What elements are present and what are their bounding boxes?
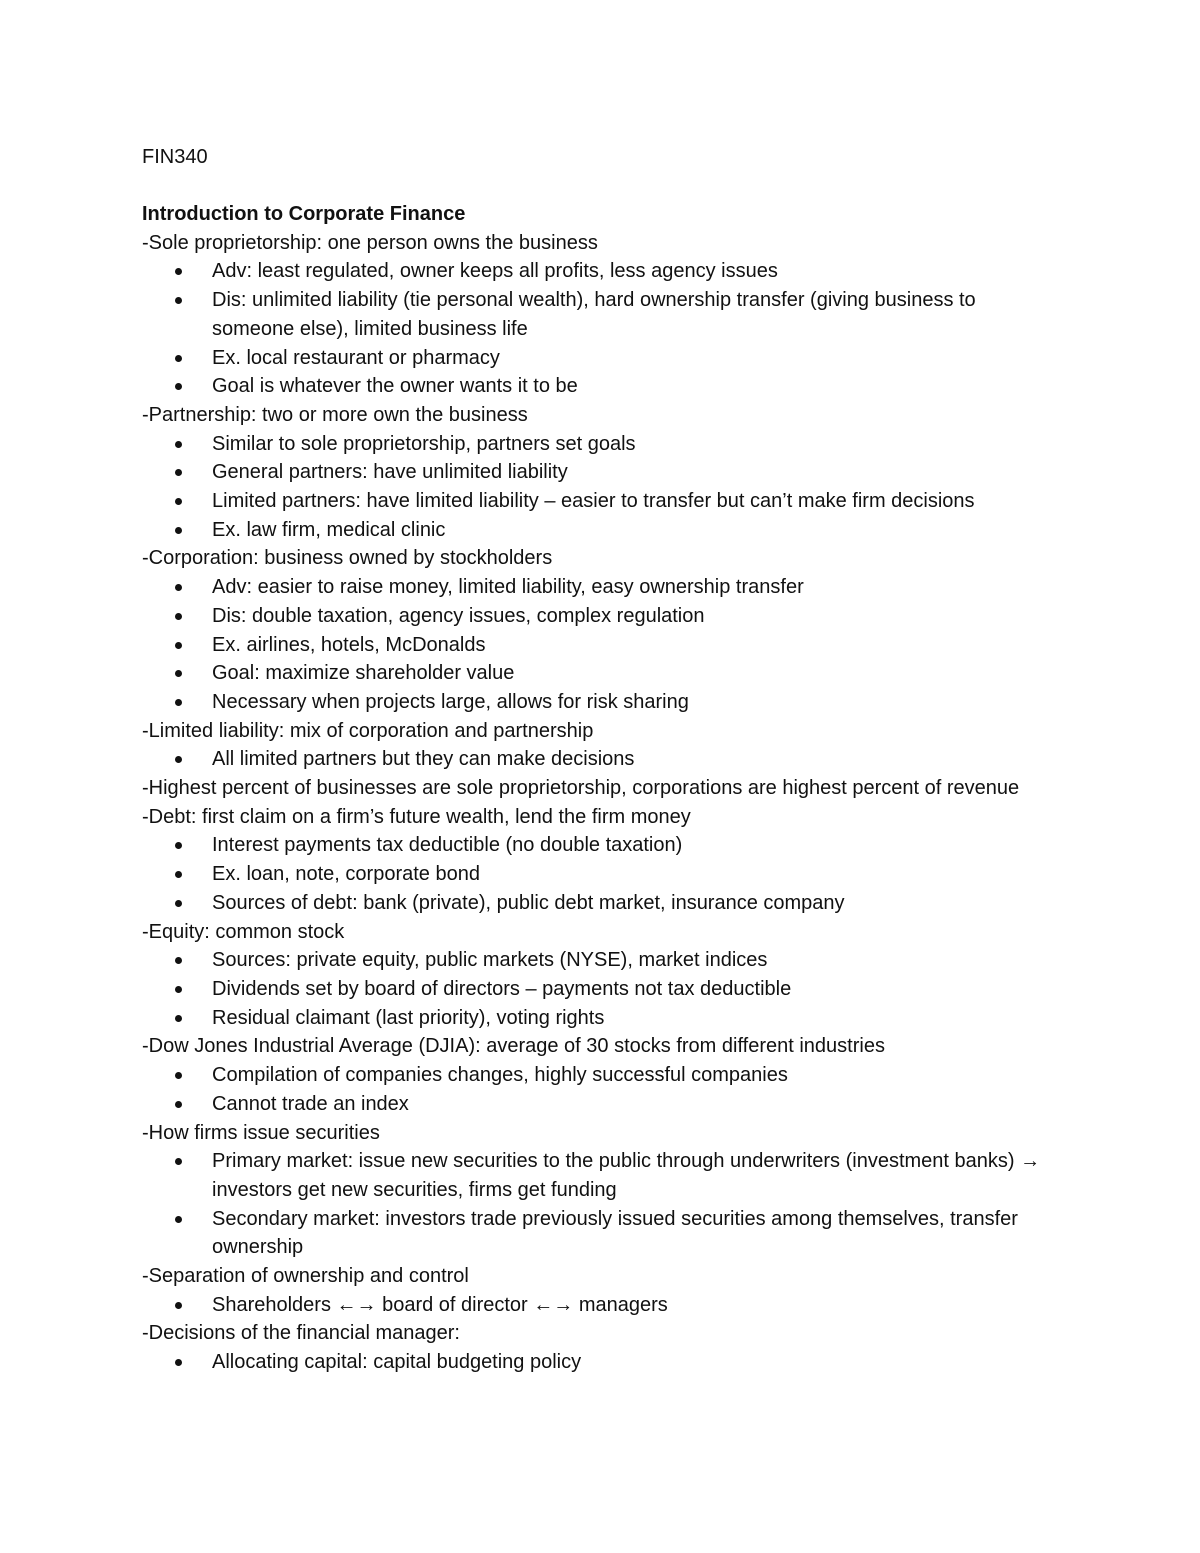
bullet-item: Residual claimant (last priority), voting rights <box>142 1004 1062 1033</box>
section-heading: -Debt: first claim on a firm’s future wealth, lend the firm money <box>142 805 691 828</box>
bullet-item: Adv: easier to raise money, limited liability, easy ownership transfer <box>142 573 1062 602</box>
bullet-list <box>142 1291 1062 1320</box>
bullet-item: All limited partners but they can make decisions <box>142 745 1062 774</box>
section-heading: -Sole proprietorship: one person owns the business <box>142 231 598 254</box>
bullet-item: Compilation of companies changes, highly successful companies <box>142 1061 1062 1090</box>
bullet-item: Dis: double taxation, agency issues, complex regulation <box>142 602 1062 631</box>
bullet-item: Necessary when projects large, allows for risk sharing <box>142 688 1062 717</box>
section-heading: -Decisions of the financial manager: <box>142 1322 460 1345</box>
bullet-item: Ex. local restaurant or pharmacy <box>142 344 1062 373</box>
bullet-list <box>142 257 1062 401</box>
notes-body <box>142 200 1062 1377</box>
bullet-item: General partners: have unlimited liability <box>142 458 1062 487</box>
section-heading: -Highest percent of businesses are sole proprietorship, corporations are highest percent of revenue <box>142 777 1020 800</box>
section-heading: -How firms issue securities <box>142 1121 380 1144</box>
bullet-item: Adv: least regulated, owner keeps all profits, less agency issues <box>142 257 1062 286</box>
bullet-item: Ex. airlines, hotels, McDonalds <box>142 631 1062 660</box>
bullet-item: Limited partners: have limited liability – easier to transfer but can’t make firm decisions <box>142 487 1062 516</box>
bullet-item: Goal: maximize shareholder value <box>142 659 1062 688</box>
section-heading: -Separation of ownership and control <box>142 1265 469 1288</box>
bullet-item: Dividends set by board of directors – payments not tax deductible <box>142 975 1062 1004</box>
bullet-item: Allocating capital: capital budgeting policy <box>142 1348 1062 1377</box>
bullet-item: Ex. loan, note, corporate bond <box>142 860 1062 889</box>
bullet-item: Sources: private equity, public markets (NYSE), market indices <box>142 946 1062 975</box>
bullet-list <box>142 1061 1062 1118</box>
section-heading: -Partnership: two or more own the business <box>142 403 528 426</box>
bullet-list <box>142 430 1062 545</box>
bullet-item: Ex. law firm, medical clinic <box>142 516 1062 545</box>
bullet-item: Cannot trade an index <box>142 1090 1062 1119</box>
notes-title: Introduction to Corporate Finance <box>142 203 466 225</box>
section-heading: -Corporation: business owned by stockholders <box>142 547 553 570</box>
bullet-item: Similar to sole proprietorship, partners set goals <box>142 430 1062 459</box>
course-code: FIN340 <box>142 146 208 168</box>
bullet-item: Dis: unlimited liability (tie personal wealth), hard ownership transfer (giving business to someone else), limited business life <box>142 286 1062 343</box>
bullet-item: Shareholders ←→ board of director ←→ managers <box>142 1291 1062 1320</box>
bullet-item: Secondary market: investors trade previously issued securities among themselves, transfer ownership <box>142 1205 1062 1262</box>
section-heading: -Equity: common stock <box>142 920 345 943</box>
section-heading: -Dow Jones Industrial Average (DJIA): average of 30 stocks from different industries <box>142 1035 885 1058</box>
bullet-list <box>142 573 1062 717</box>
bullet-list <box>142 1348 1062 1377</box>
bullet-list <box>142 831 1062 917</box>
bullet-item: Interest payments tax deductible (no double taxation) <box>142 831 1062 860</box>
bullet-item: Goal is whatever the owner wants it to be <box>142 372 1062 401</box>
bullet-list <box>142 1147 1062 1262</box>
bullet-list <box>142 745 1062 774</box>
bullet-item: Primary market: issue new securities to the public through underwriters (investment banks) → investors get new securities, firms get funding <box>142 1147 1062 1204</box>
bullet-item: Sources of debt: bank (private), public debt market, insurance company <box>142 889 1062 918</box>
bullet-list <box>142 946 1062 1032</box>
section-heading: -Limited liability: mix of corporation and partnership <box>142 719 594 742</box>
